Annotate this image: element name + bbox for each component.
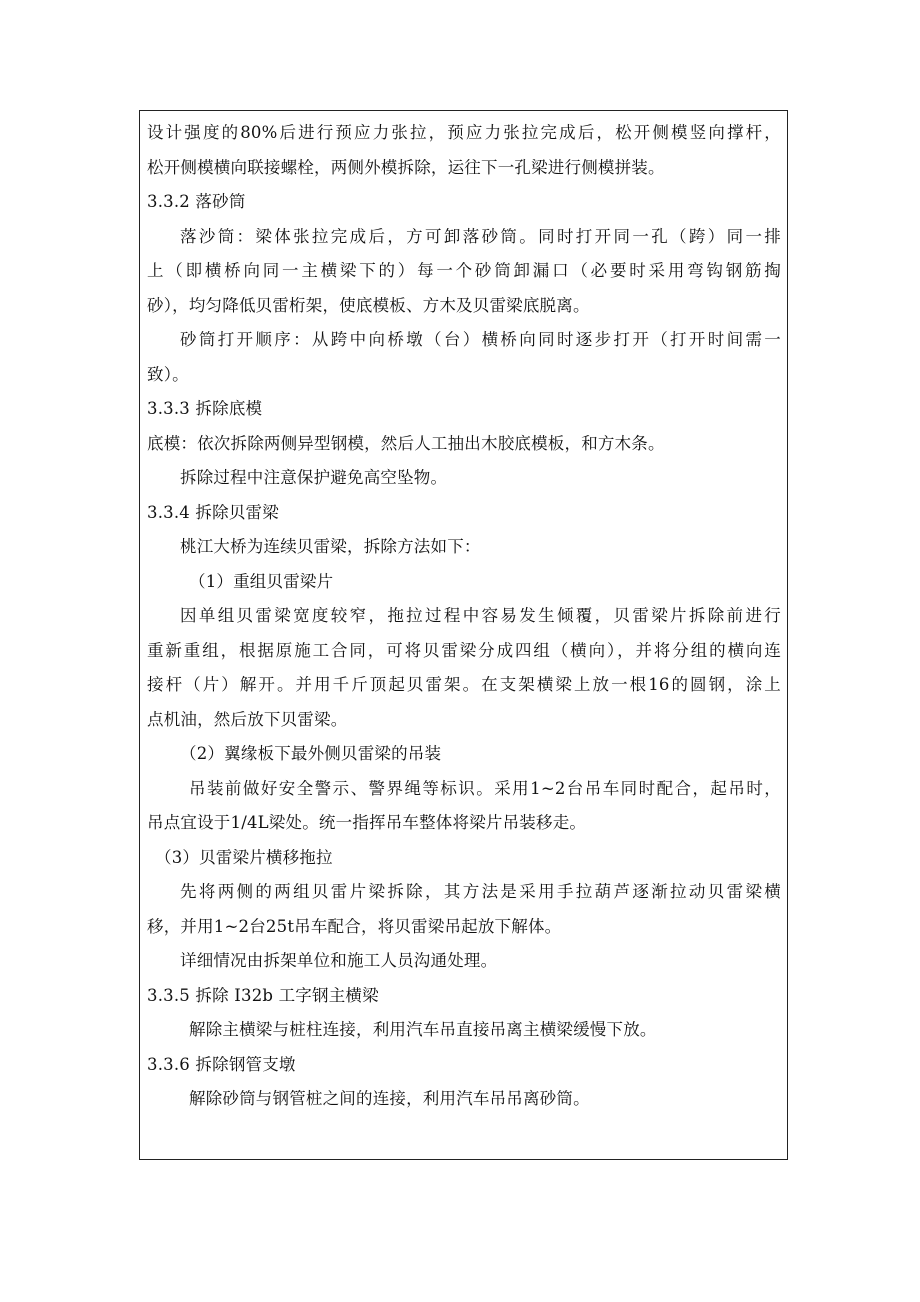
paragraph-line: 解除砂筒与钢管桩之间的连接，利用汽车吊吊离砂筒。 — [189, 1089, 590, 1108]
paragraph-line: 重新重组，根据原施工合同，可将贝雷梁分成四组（横向），并将分组的横向连 — [147, 640, 781, 660]
paragraph-line: 接杆（片）解开。并用千斤顶起贝雷架。在支架横梁上放一根16的圆钢，涂上 — [147, 675, 781, 694]
paragraph-line: 致）。 — [147, 364, 189, 384]
paragraph-line: 松开侧模横向联接螺栓，两侧外模拆除，运往下一孔梁进行侧模拼装。 — [147, 157, 665, 177]
section-heading: 3.3.6 拆除钢管支墩 — [147, 1054, 296, 1074]
paragraph-line: 点机油，然后放下贝雷梁。 — [147, 709, 348, 729]
paragraph-line: 设计强度的80%后进行预应力张拉，预应力张拉完成后，松开侧模竖向撑杆， — [147, 123, 781, 142]
document-body — [147, 116, 781, 1117]
paragraph-line: 桃江大桥为连续贝雷梁，拆除方法如下： — [180, 537, 481, 556]
paragraph-line: 先将两侧的两组贝雷片梁拆除，其方法是采用手拉葫芦逐渐拉动贝雷梁横 — [180, 882, 781, 901]
paragraph-line: 砂筒打开顺序：从跨中向桥墩（台）横桥向同时逐步打开（打开时间需一 — [180, 330, 781, 349]
paragraph-line: 砂），均匀降低贝雷桁架，使底模板、方木及贝雷梁底脱离。 — [147, 295, 590, 315]
sub-heading: （2）翼缘板下最外侧贝雷梁的吊装 — [180, 744, 442, 763]
paragraph-line: 移，并用1~2台25t吊车配合，将贝雷梁吊起放下解体。 — [147, 916, 562, 936]
paragraph-line: 吊装前做好安全警示、警界绳等标识。采用1~2台吊车同时配合，起吊时， — [189, 778, 781, 798]
paragraph-line: 因单组贝雷梁宽度较窄，拖拉过程中容易发生倾覆，贝雷梁片拆除前进行 — [180, 606, 781, 625]
sub-heading: （1）重组贝雷梁片 — [189, 571, 334, 591]
paragraph-line: 底模：依次拆除两侧异型钢模，然后人工抽出木胶底模板，和方木条。 — [147, 433, 665, 453]
paragraph-line: 解除主横梁与桩柱连接，利用汽车吊直接吊离主横梁缓慢下放。 — [189, 1020, 657, 1039]
paragraph-line: 吊点宜设于1/4L梁处。统一指挥吊车整体将梁片吊装移走。 — [147, 813, 587, 832]
paragraph-line: 拆除过程中注意保护避免高空坠物。 — [180, 468, 448, 487]
paragraph-line: 上（即横桥向同一主横梁下的）每一个砂筒卸漏口（必要时采用弯钩钢筋掏 — [147, 261, 781, 280]
paragraph-line: 详细情况由拆架单位和施工人员沟通处理。 — [180, 951, 498, 970]
section-heading: 3.3.4 拆除贝雷梁 — [147, 502, 279, 522]
section-heading: 3.3.5 拆除 I32b 工字钢主横梁 — [147, 985, 379, 1005]
sub-heading: （3）贝雷梁片横移拖拉 — [155, 847, 333, 867]
section-heading: 3.3.2 落砂筒 — [147, 192, 246, 211]
section-heading: 3.3.3 拆除底模 — [147, 399, 263, 418]
paragraph-line: 落沙筒：梁体张拉完成后，方可卸落砂筒。同时打开同一孔（跨）同一排 — [180, 226, 781, 246]
